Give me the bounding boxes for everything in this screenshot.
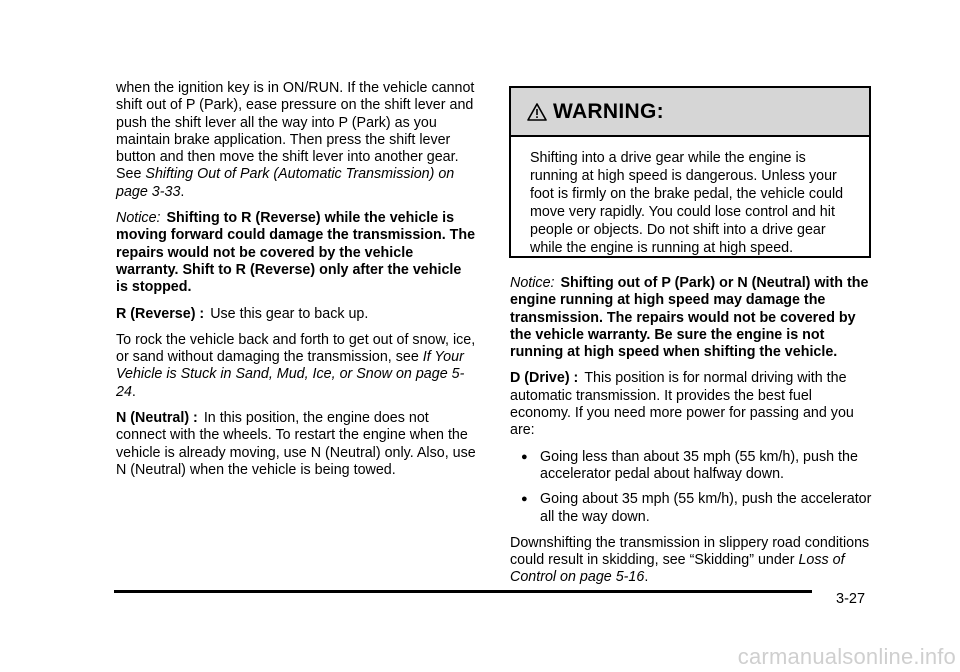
downshift-paragraph — [510, 535, 874, 587]
bullet-text: Going about 35 mph (55 km/h), push the accelerator all the way down. — [540, 491, 872, 525]
warning-header — [511, 88, 869, 137]
ignition-period: . — [180, 183, 185, 200]
ignition-paragraph — [116, 80, 476, 201]
drive-paragraph — [510, 370, 874, 439]
rock-text: To rock the vehicle back and forth to get out of snow, ice, or sand without damaging the transmission, see — [116, 331, 476, 366]
drive-term: D (Drive) : — [510, 370, 579, 387]
drive-text: This position is for normal driving with the automatic transmission. It provides the best fuel economy. If you need more power for passing and you are: — [510, 370, 854, 439]
warning-box — [509, 86, 871, 258]
rock-period: . — [131, 383, 136, 400]
vehicle-stuck-link[interactable]: If Your Vehicle is Stuck in Sand, Mud, Ice, or Snow on page 5-24 — [116, 349, 465, 400]
loss-of-control-link[interactable]: Loss of Control on page 5-16 — [510, 552, 845, 586]
right-column — [510, 275, 874, 596]
watermark: carmanualsonline.info — [737, 644, 956, 669]
list-item — [510, 491, 874, 526]
reverse-term: R (Reverse) : — [116, 305, 205, 322]
park-neutral-notice — [510, 275, 874, 361]
reverse-paragraph — [116, 306, 476, 323]
downshift-text: Downshifting the transmission in slippery road conditions could result in skidding, see “Skidding” under — [510, 534, 870, 569]
bullet-icon: ● — [521, 450, 528, 463]
bullet-icon: ● — [521, 493, 528, 506]
neutral-paragraph — [116, 410, 476, 479]
ignition-text: when the ignition key is in ON/RUN. If the vehicle cannot shift out of P (Park), ease pressure on the shift lever and push the shift lever all the way into P (Park) as you maintain brake application. Then press the shift lever button and then move the shift lever into another gear. See — [116, 80, 475, 183]
reverse-notice — [116, 210, 476, 296]
footer-rule — [114, 590, 812, 593]
neutral-text: In this position, the engine does not connect with the wheels. To restart the engine when the vehicle is already moving, use N (Neutral) only. Also, use N (Neutral) when the vehicle is being towed. — [116, 410, 476, 478]
notice-label: Notice: — [116, 210, 161, 227]
bullet-text: Going less than about 35 mph (55 km/h), push the accelerator pedal about halfway down. — [540, 448, 858, 482]
passing-bullet-list — [510, 449, 874, 526]
list-item — [510, 449, 874, 484]
neutral-term: N (Neutral) : — [116, 410, 198, 427]
page-number: 3-27 — [836, 591, 866, 607]
shifting-out-of-park-link[interactable]: Shifting Out of Park (Automatic Transmission) on page 3-33 — [116, 166, 455, 200]
downshift-period: . — [644, 569, 649, 586]
park-neutral-notice-text: Shifting out of P (Park) or N (Neutral) with the engine running at high speed may damage the transmission. The repairs would not be covered by the vehicle warranty. Be sure the engine is not running at high speed when shifting the vehicle. — [510, 275, 869, 361]
reverse-text: Use this gear to back up. — [210, 305, 369, 322]
left-column — [116, 80, 476, 488]
notice-label: Notice: — [510, 275, 555, 291]
warning-title: WARNING: — [553, 99, 664, 123]
reverse-notice-text: Shifting to R (Reverse) while the vehicle is moving forward could damage the transmission. The repairs would not be covered by the vehicle warranty. Shift to R (Reverse) only after the vehicle is stopped. — [116, 210, 476, 296]
warning-triangle-icon — [527, 102, 547, 122]
warning-text: Shifting into a drive gear while the engine is running at high speed is dangerous. Unless your foot is firmly on the brake pedal, the vehicle could move very rapidly. You could lose control and hit people or objects. Do not shift into a drive gear while the engine is running at high speed. — [530, 150, 844, 256]
rock-paragraph — [116, 332, 476, 401]
